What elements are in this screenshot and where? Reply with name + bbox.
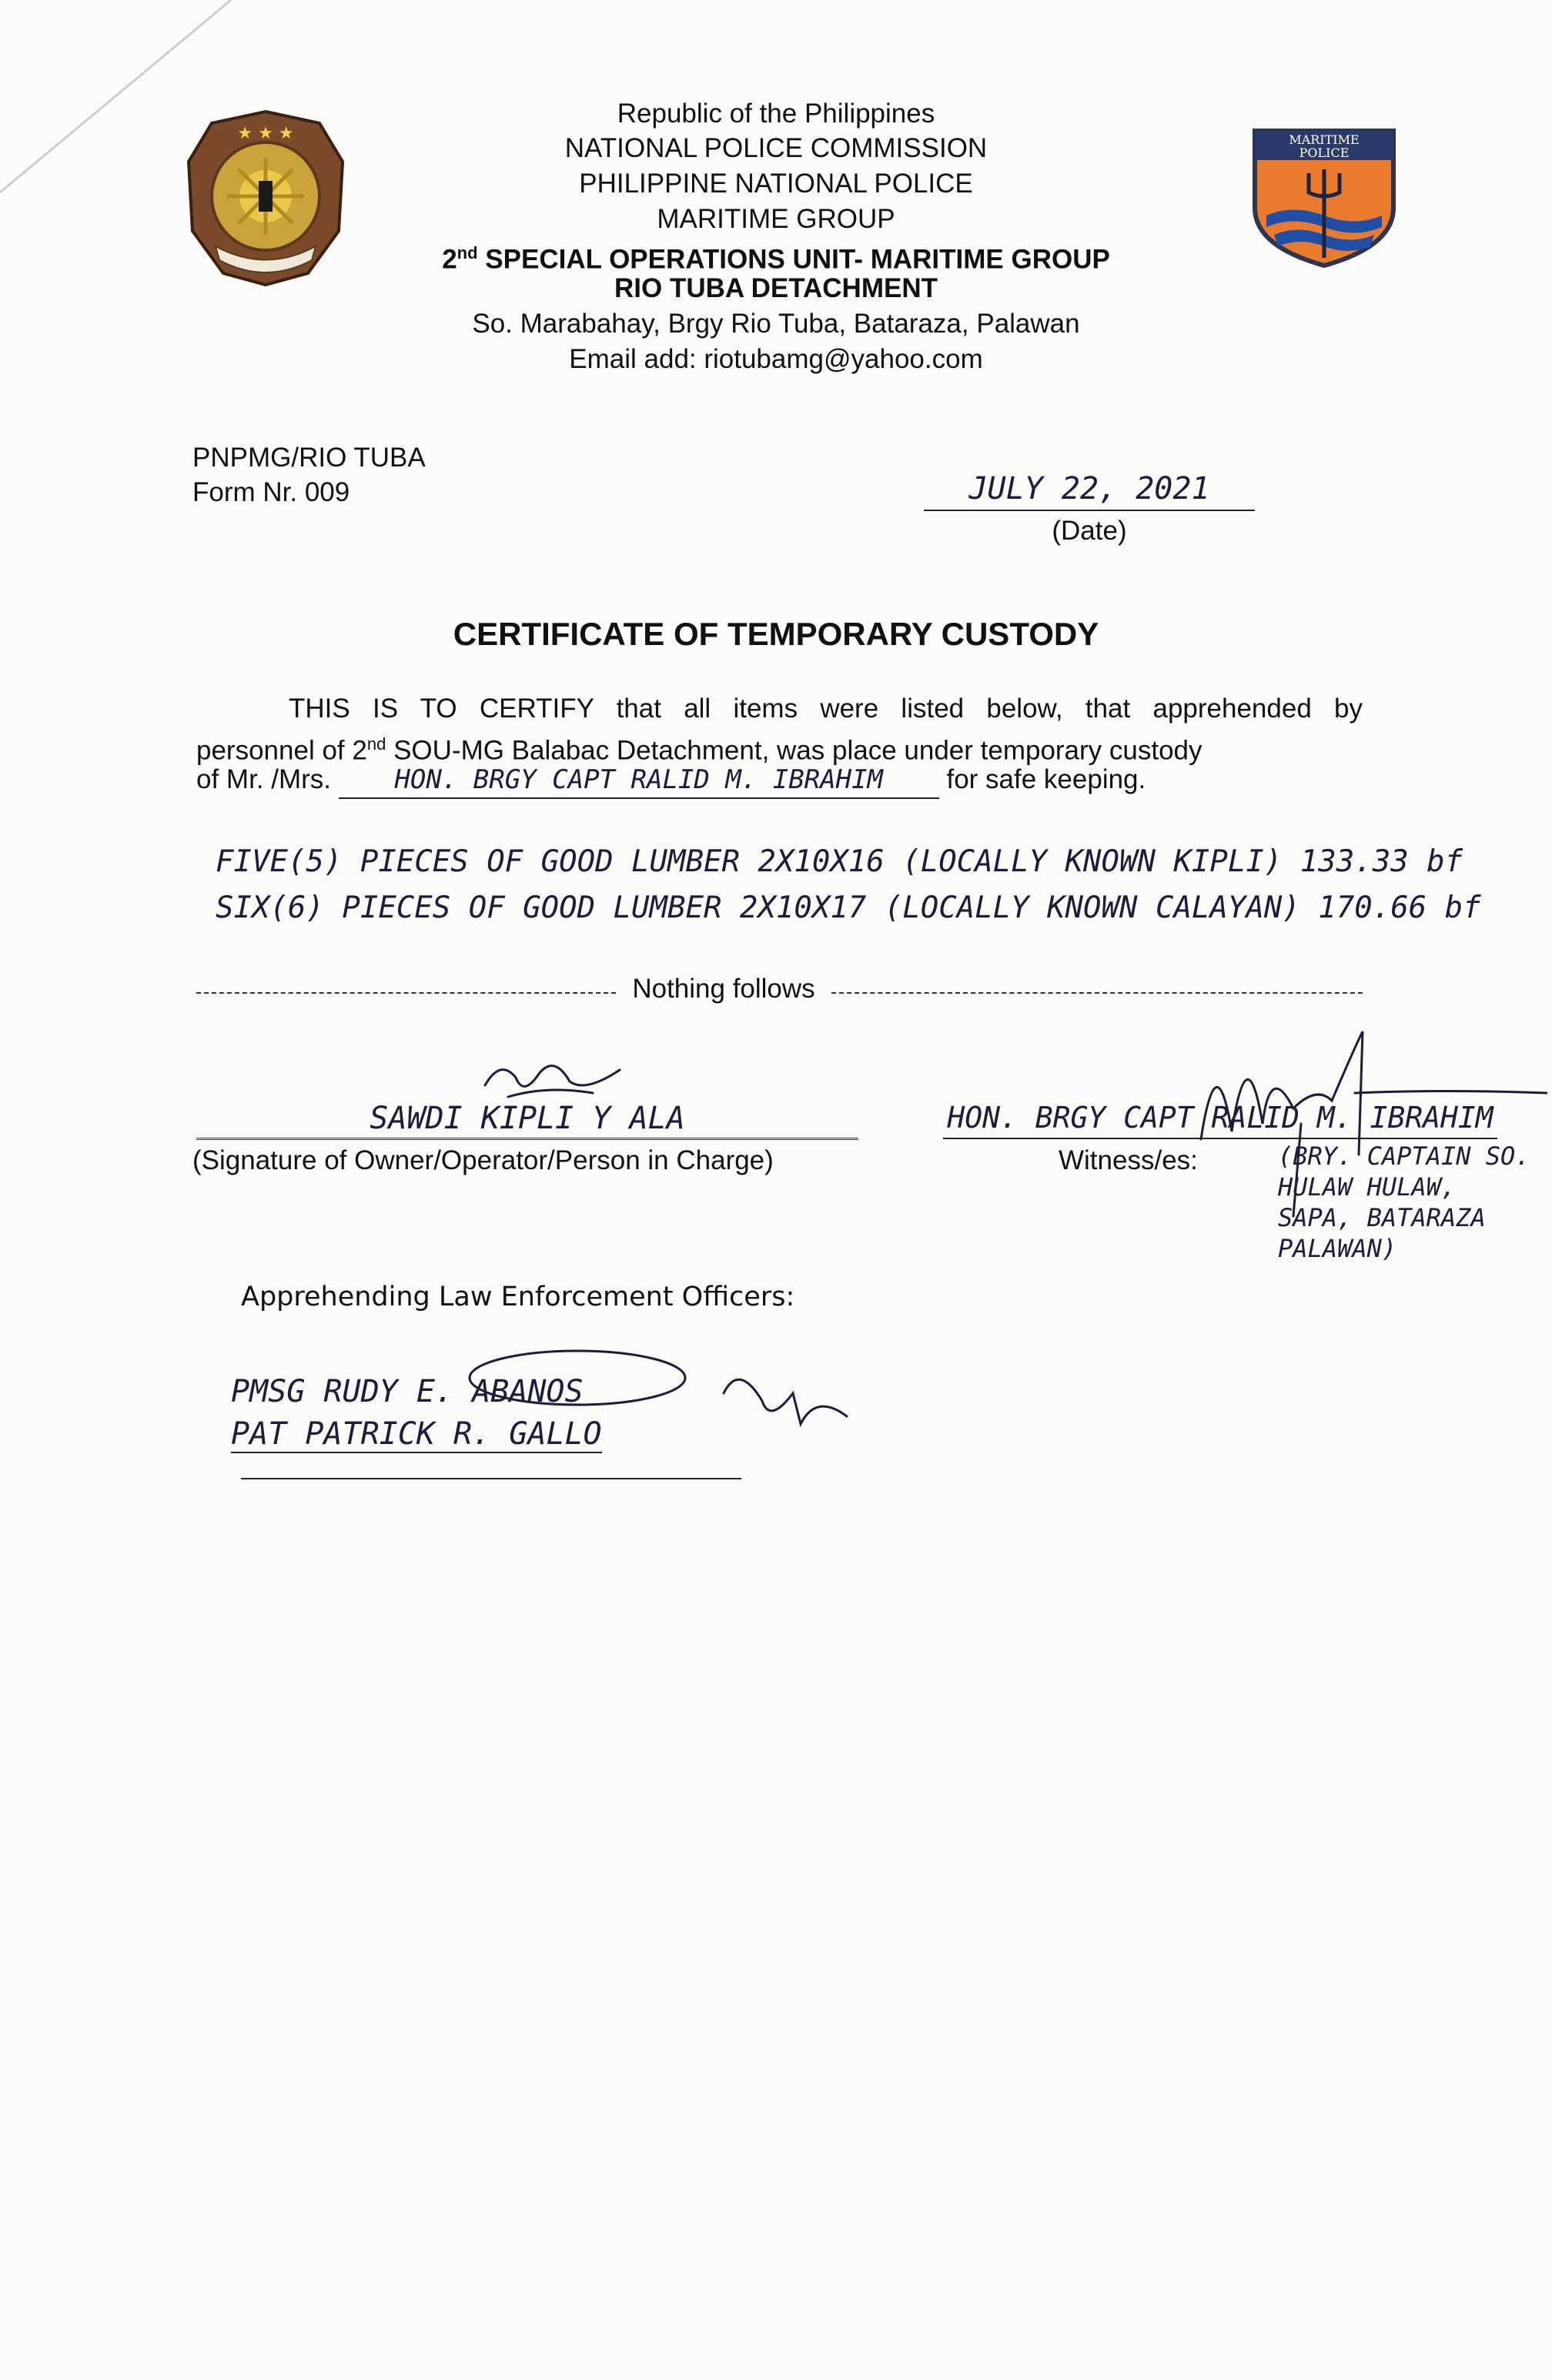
svg-text:★ ★ ★: ★ ★ ★ <box>237 124 294 143</box>
detachment-line: RIO TUBA DETACHMENT <box>614 273 938 303</box>
owner-caption: (Signature of Owner/Operator/Person in Charge) <box>192 1145 774 1175</box>
unit-number: 2 <box>442 244 457 275</box>
body-line-3 <box>196 762 1146 799</box>
pnp-line: PHILIPPINE NATIONAL POLICE <box>579 169 973 199</box>
item-line-2: SIX(6) PIECES OF GOOD LUMBER 2X10X17 (LOCALLY KNOWN CALAYAN) 170.66 bf <box>216 891 1481 925</box>
napolcom-line: NATIONAL POLICE COMMISSION <box>564 133 988 163</box>
svg-text:POLICE: POLICE <box>1299 145 1350 160</box>
scan-edge-shadow <box>0 0 246 200</box>
item-line-1: FIVE(5) PIECES OF GOOD LUMBER 2X10X16 (LOCALLY KNOWN KIPLI) 133.33 bf <box>216 844 1463 879</box>
body-line-2-pre: personnel of <box>196 735 345 766</box>
nothing-follows-text: Nothing follows <box>632 974 815 1004</box>
date-caption: (Date) <box>1052 516 1127 546</box>
body-line-2-post: SOU-MG Balabac Detachment, was place under temporary custody <box>393 735 1202 766</box>
officers-signature-line <box>241 1478 741 1479</box>
body-line-3-post: for safe keeping. <box>946 764 1146 794</box>
owner-name: SAWDI KIPLI Y ALA <box>196 1101 858 1140</box>
witness-note: (BRY. CAPTAIN SO. HULAW HULAW, SAPA, BATARAZA PALAWAN) <box>1278 1142 1530 1263</box>
body-line-3-pre: of Mr. /Mrs. <box>196 764 331 794</box>
divider-right <box>831 992 1363 994</box>
svg-text:MARITIME: MARITIME <box>1289 132 1360 147</box>
form-number: Form Nr. 009 <box>192 477 350 507</box>
witness-name: HON. BRGY CAPT RALID M. IBRAHIM <box>943 1101 1497 1139</box>
email-line: Email add: riotubamg@yahoo.com <box>569 344 983 374</box>
divider-left <box>196 992 616 994</box>
date-value: JULY 22, 2021 <box>924 471 1255 511</box>
officer-name-1: PMSG RUDY E. ABANOS <box>231 1374 584 1409</box>
certificate-title: CERTIFICATE OF TEMPORARY CUSTODY <box>453 616 1099 652</box>
unit-superscript: nd <box>457 243 478 262</box>
body-line-1: THIS IS TO CERTIFY that all items were listed below, that apprehended by <box>289 694 1363 724</box>
officer-name-2: PAT PATRICK R. GALLO <box>231 1416 602 1452</box>
maritime-group-line: MARITIME GROUP <box>657 204 895 234</box>
body-line-2-sup: nd <box>366 734 386 754</box>
custodian-name: HON. BRGY CAPT RALID M. IBRAHIM <box>339 762 939 799</box>
unit-name: SPECIAL OPERATIONS UNIT- MARITIME GROUP <box>485 244 1110 275</box>
body-line-2-num: 2 <box>352 735 367 766</box>
republic-line: Republic of the Philippines <box>617 99 935 129</box>
witness-caption: Witness/es: <box>1059 1145 1198 1175</box>
nothing-follows-row <box>196 974 1363 1004</box>
officers-heading: Apprehending Law Enforcement Officers: <box>241 1282 795 1312</box>
form-org: PNPMG/RIO TUBA <box>192 443 426 473</box>
address-line: So. Marabahay, Brgy Rio Tuba, Bataraza, Palawan <box>472 309 1080 339</box>
